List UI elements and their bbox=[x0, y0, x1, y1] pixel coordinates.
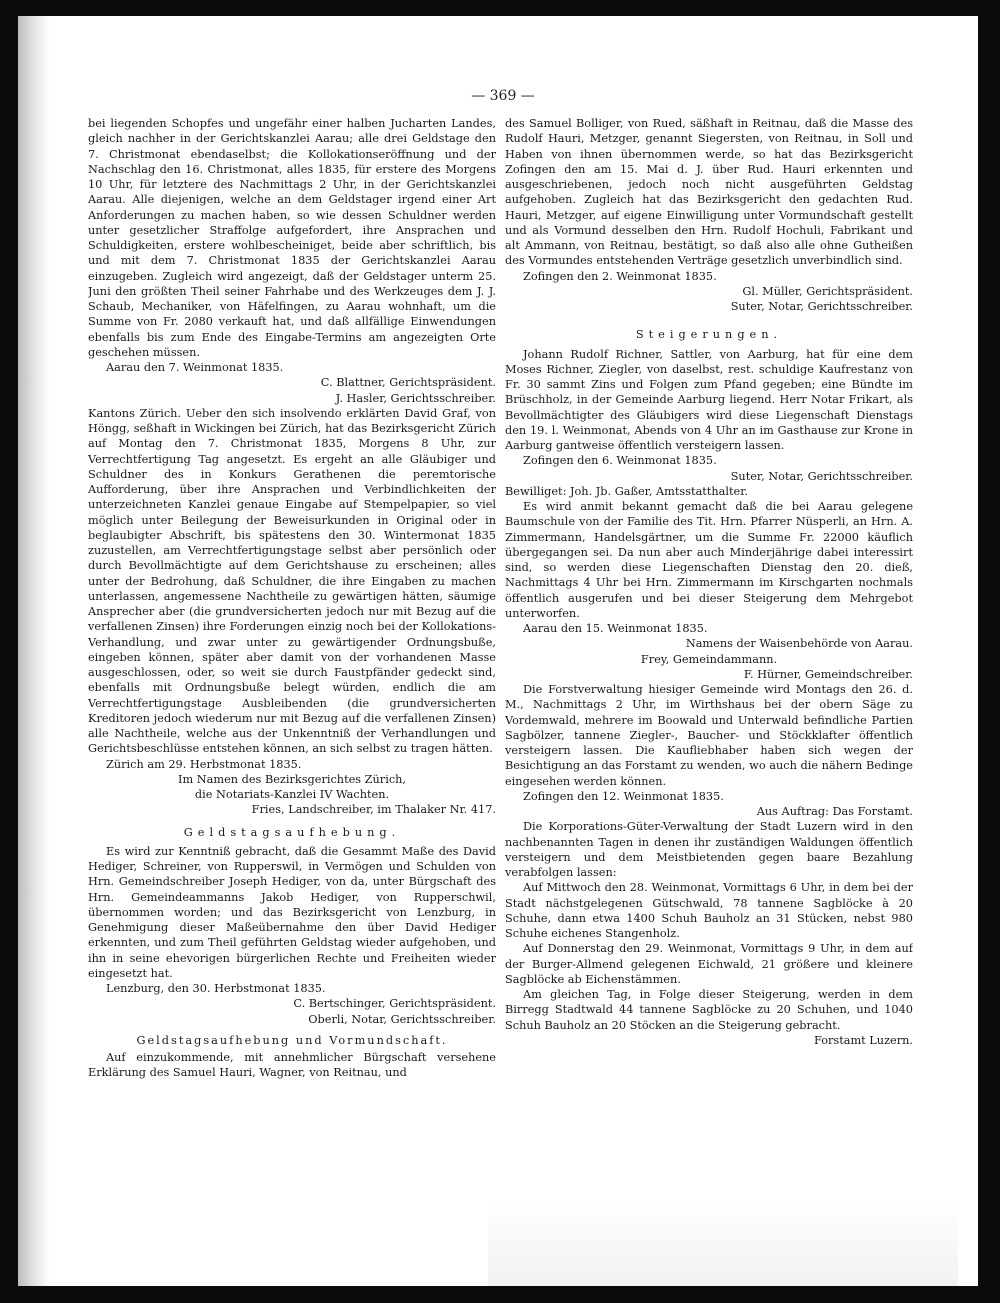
notice-luzern-text: Die Korporations-Güter-Verwaltung der Stadt Luzern wird in den nachbenannten Tagen in denen ihr zuständigen Waldungen öffentlich versteigern und dem Meistbietenden gegen baare Bezahlung verabfolgen lassen: bbox=[505, 820, 913, 879]
notice-luzern-item-2: Auf Donnerstag den 29. Weinmonat, Vormittags 9 Uhr, in dem auf der Burger-Allmend gelegenen Eichwald, 21 größere und kleinere Sagblöcke ab Eichenstämmen. bbox=[505, 942, 913, 986]
notice-baumschule-date: Aarau den 15. Weinmonat 1835. bbox=[523, 622, 708, 635]
paper-shadow bbox=[488, 1196, 958, 1286]
notice-zurich-date: Zürich am 29. Herbstmonat 1835. bbox=[106, 757, 302, 771]
notice-reitnau-date: Zofingen den 2. Weinmonat 1835. bbox=[523, 269, 717, 283]
notice-aarburg-signature-2: Bewilliget: Joh. Jb. Gaßer, Amtsstatthalter. bbox=[505, 484, 748, 498]
notice-zurich-text: Kantons Zürich. Ueber den sich insolvendo erklärten David Graf, von Höngg, seßhaft in Wickingen bei Zürich, hat das Bezirksgericht Zürich auf Montag den 7. Christmonat 1835, Morgens 8 Uhr, zur Verrechtfertigung Tag angesetzt. Es ergeht an alle Gläubiger und Schuldner des in Konkurs Gerathenen die peremtorische Aufforderung, über ihre Ansprachen und Verbindlichkeiten der unterzeichneten Kanzlei genaue Eingabe auf Stempelpapier, so viel möglich unter Beilegung der Beweisurkunden in Original oder in beglaubigter Abschrift, bis spätestens den 30. Wintermonat 1835 zuzustellen, am Verrechtfertigungstage selbst aber persönlich oder durch Bevollmächtigte auf dem Gerichtshause zu erscheinen; alles unter der Bedrohung, daß Schuldner, die ihre Eingaben zu machen unterlassen, angemessene Nachtheile zu gewärtigen hätten, säumige Ansprecher aber (die grundversicherten jedoch nur mit Bezug auf die verfallenen Zinsen) ihre Forderungen einzig noch bei der Kollokations-Verhandlung, und zwar unter zu gewärtigender Ordnungsbuße, eingeben können, später aber damit von der vorhandenen Masse ausgeschlossen, oder, so weit sie durch Faustpfänder gedeckt sind, ebenfalls mit Ordnungsbuße belegt würden, endlich die am Verrechtfertigungstage Ausbleibenden (die grundversicherten Kreditoren jedoch wiederum nur mit Bezug auf die verfallenen Zinsen) alle Nachtheile, welche aus der Unkenntniß der Verhandlungen und Gerichtsbeschlüsse entstehen können, an sich selbst zu tragen hätten. bbox=[88, 406, 496, 756]
notice-lenzburg-text: Es wird zur Kenntniß gebracht, daß die Gesammt Maße des David Hediger, Schreiner, von Rupperswil, in Vermögen und Schulden von Hrn. Gemeindschreiber Joseph Hediger, von da, unter Bürgschaft des Hrn. Gemeindeammanns Jakob Hediger, von Rupperschwil, übernommen worden; und das Bezirksgericht von Lenzburg, in Genehmigung dieser Maßeübernahme den über David Hediger erkennten, und zum Theil geführten Geldstag wieder aufgehoben, und ihn in seine ehevorigen bürgerlichen Rechte und Freiheiten wieder eingesetzt hat. bbox=[88, 844, 496, 980]
newspaper-page bbox=[18, 16, 978, 1286]
notice-forst-text: Die Forstverwaltung hiesiger Gemeinde wird Montags den 26. d. M., Nachmittags 2 Uhr, im Wirthshaus bei der obern Säge zu Vordemwald, mehrere im Boowald und Unterwald befindliche Partien Sagbölzer, tannene Ziegler-, Baucher- und Stöckklafter öffentlich versteigern lassen. Die Kaufliebhaber haben sich wegen der Besichtigung an das Forstamt zu wenden, wo auch die nähern Bedinge eingesehen werden können. bbox=[505, 683, 913, 788]
notice-reitnau-text-start: Auf einzukommende, mit annehmlicher Bürgschaft versehene Erklärung des Samuel Hauri, Wagner, von Reitnau, und bbox=[88, 1051, 496, 1080]
notice-zurich-signature-1: Im Namen des Bezirksgerichtes Zürich, bbox=[177, 772, 407, 786]
notice-aarburg-date: Zofingen den 6. Weinmonat 1835. bbox=[523, 454, 717, 468]
notice-luzern-item-1: Auf Mittwoch den 28. Weinmonat, Vormittags 6 Uhr, in dem bei der Stadt nächstgelegenen Gütschwald, 78 tannene Sagblöcke à 20 Schuhe, dann etwa 1400 Schuh Bauholz an 31 Stücken, nebst 980 Schuhe eichenes Stangenholz. bbox=[505, 881, 913, 940]
notice-aarau-date: Aarau den 7. Weinmonat 1835. bbox=[106, 361, 284, 374]
notice-aarburg-text: Johann Rudolf Richner, Sattler, von Aarburg, hat für eine dem Moses Richner, Ziegler, von daselbst, rest. schuldige Kaufrestanz von Fr. 30 sammt Zins und Folgen zum Pfand gegeben; eine Bündte im Brüschholz, in der Gemeinde Aarburg liegend. Herr Notar Frikart, als Bevollmächtigter des Gläubigers wird diese Liegenschaft Dienstags den 19. l. Weinmonat, Abends von 4 Uhr an im Gasthause zur Krone in Aarburg gantweise öffentlich versteigern lassen. bbox=[505, 347, 913, 452]
notice-lenzburg-date: Lenzburg, den 30. Herbstmonat 1835. bbox=[106, 982, 326, 995]
section-heading-geldstagsaufhebung: Geldstagsaufhebung. bbox=[183, 825, 401, 839]
right-column bbox=[505, 116, 913, 1136]
notice-aarau-text: bei liegenden Schopfes und ungefähr einer halben Jucharten Landes, gleich nachher in der Gerichtskanzlei Aarau; alle drei Geldstage den 7. Christmonat ebendaselbst; die Kollokationseröffnung und der Nachschlag den 16. Christmonat, alles 1835, für erstere des Morgens 10 Uhr, für letztere des Nachmittags 2 Uhr, in der Gerichtskanzlei Aarau. Alle diejenigen, welche an dem Geldstager irgend einer Art Anforderungen zu machen haben, so wie dessen Schuldner werden unter gesetzlicher Straffolge aufgefordert, ihre Ansprachen und Schuldigkeiten, erstere wohlbescheiniget, beide aber schriftlich, bis und mit dem 7. Christmonat 1835 der Gerichtskanzlei Aarau einzugeben. Zugleich wird angezeigt, daß der Geldstager unterm 25. Juni den größten Theil seiner Fahrhabe und des Werkzeuges dem J. J. Schaub, Mechaniker, von Häfelfingen, zu Aarau wohnhaft, um die Summe von Fr. 2080 verkauft hat, und daß allfällige Einwendungen ebenfalls bis zum Ende des Eingabe-Termins am angezeigten Orte geschehen müssen. bbox=[88, 117, 496, 359]
notice-forst-signature: Aus Auftrag: Das Forstamt. bbox=[756, 805, 913, 818]
notice-reitnau-text-cont: des Samuel Bolliger, von Rued, säßhaft in Reitnau, daß die Masse des Rudolf Hauri, Metzger, genannt Siegersten, von Reitnau, in Soll und Haben von ihnen übernommen werde, so hat das Bezirksgericht Zofingen den am 15. Mai d. J. über Rud. Hauri erkennten und ausgeschriebenen, jedoch noch nicht ausgeführten Geldstag aufgehoben. Zugleich hat das Bezirksgericht den gedachten Rud. Hauri, Metzger, auf eigene Einwilligung unter Vormundschaft gestellt und als Vormund desselben den Hrn. Rudolf Hochuli, Fabrikant und alt Ammann, von Reitnau, bestätigt, so daß also alle ohne Gutheißen des Vormundes entstehenden Verträge gesetzlich unverbindlich sind. bbox=[505, 117, 913, 268]
notice-lenzburg-signature-1: C. Bertschinger, Gerichtspräsident. bbox=[293, 997, 496, 1011]
notice-reitnau-signature-1: Gl. Müller, Gerichtspräsident. bbox=[742, 284, 913, 298]
notice-forst-date: Zofingen den 12. Weinmonat 1835. bbox=[523, 789, 724, 803]
notice-zurich-signature-3: Fries, Landschreiber, im Thalaker Nr. 417. bbox=[251, 803, 496, 817]
notice-aarburg-signature-1: Suter, Notar, Gerichtsschreiber. bbox=[730, 469, 913, 483]
notice-baumschule-text: Es wird anmit bekannt gemacht daß die bei Aarau gelegene Baumschule von der Familie des Tit. Hrn. Pfarrer Nüsperli, an Hrn. A. Zimmermann, Handelsgärtner, um die Summe Fr. 22000 käuflich übergegangen sei. Da nun aber auch Minderjährige dabei interessirt sind, so werden diese Liegenschaften Dienstag den 20. dieß, Nachmittags 4 Uhr bei Hrn. Zimmermann im Kirschgarten nochmals öffentlich ausgerufen und bei dieser Steigerung dem Mehrgebot unterworfen. bbox=[505, 500, 913, 620]
notice-aarau-signature-1: C. Blattner, Gerichtspräsident. bbox=[320, 376, 496, 390]
notice-luzern-signature: Forstamt Luzern. bbox=[813, 1033, 913, 1047]
notice-baumschule-signature-1: Namens der Waisenbehörde von Aarau. bbox=[685, 637, 913, 651]
section-heading-vormundschaft: Geldstagsaufhebung und Vormundschaft. bbox=[136, 1033, 448, 1047]
notice-baumschule-signature-2: Frey, Gemeindammann. bbox=[640, 652, 778, 666]
section-heading-steigerungen: Steigerungen. bbox=[635, 328, 783, 342]
page-number: — 369 — bbox=[471, 88, 535, 104]
left-column bbox=[88, 116, 496, 1196]
notice-aarau-signature-2: J. Hasler, Gerichtsschreiber. bbox=[335, 391, 496, 405]
page-gutter bbox=[18, 16, 50, 1286]
notice-lenzburg-signature-2: Oberli, Notar, Gerichtsschreiber. bbox=[308, 1012, 496, 1026]
notice-luzern-item-3: Am gleichen Tag, in Folge dieser Steigerung, werden in dem Birregg Stadtwald 44 tannene Sagblöcke zu 20 Schuhen, und 1040 Schuh Bauholz an 20 Stöcken an die Steigerung gebracht. bbox=[505, 988, 913, 1032]
notice-zurich-signature-2: die Notariats-Kanzlei IV Wachten. bbox=[194, 788, 390, 801]
notice-baumschule-signature-3: F. Hürner, Gemeindschreiber. bbox=[743, 667, 913, 681]
notice-reitnau-signature-2: Suter, Notar, Gerichtsschreiber. bbox=[730, 300, 913, 313]
